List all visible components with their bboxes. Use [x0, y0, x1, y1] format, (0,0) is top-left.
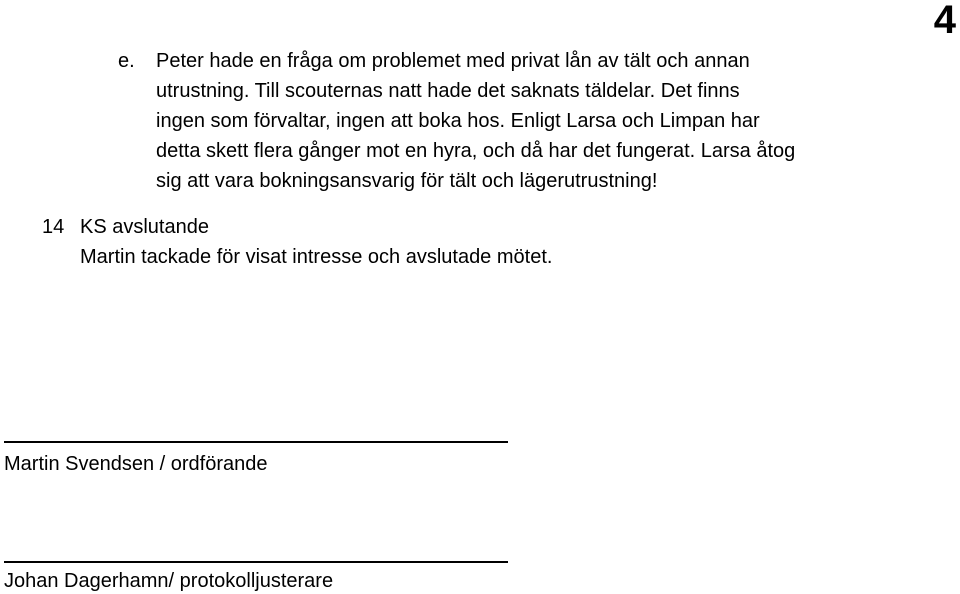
text-line: utrustning. Till scouternas natt hade det saknats täldelar. Det finns: [156, 80, 740, 102]
text-line: detta skett flera gånger mot en hyra, och då har det fungerat. Larsa åtog: [156, 140, 796, 162]
signature-line-chair: [4, 441, 508, 443]
signature-line-adjuster: [4, 561, 508, 563]
section-heading: KS avslutande: [80, 216, 209, 238]
signature-name-adjuster: Johan Dagerhamn/ protokolljusterare: [4, 570, 334, 592]
signature-name-chair: Martin Svendsen / ordförande: [4, 453, 268, 475]
page-number: 4: [933, 0, 956, 42]
text-line: sig att vara bokningsansvarig för tält och lägerutrustning!: [156, 170, 658, 192]
text-line: ingen som förvaltar, ingen att boka hos. Enligt Larsa och Limpan har: [156, 110, 760, 132]
section-number: 14: [42, 216, 65, 238]
section-body: Martin tackade för visat intresse och avslutade mötet.: [80, 246, 553, 268]
text-line: Peter hade en fråga om problemet med privat lån av tält och annan: [156, 50, 750, 72]
list-marker: e.: [118, 50, 135, 72]
list-item-text: [156, 46, 868, 196]
